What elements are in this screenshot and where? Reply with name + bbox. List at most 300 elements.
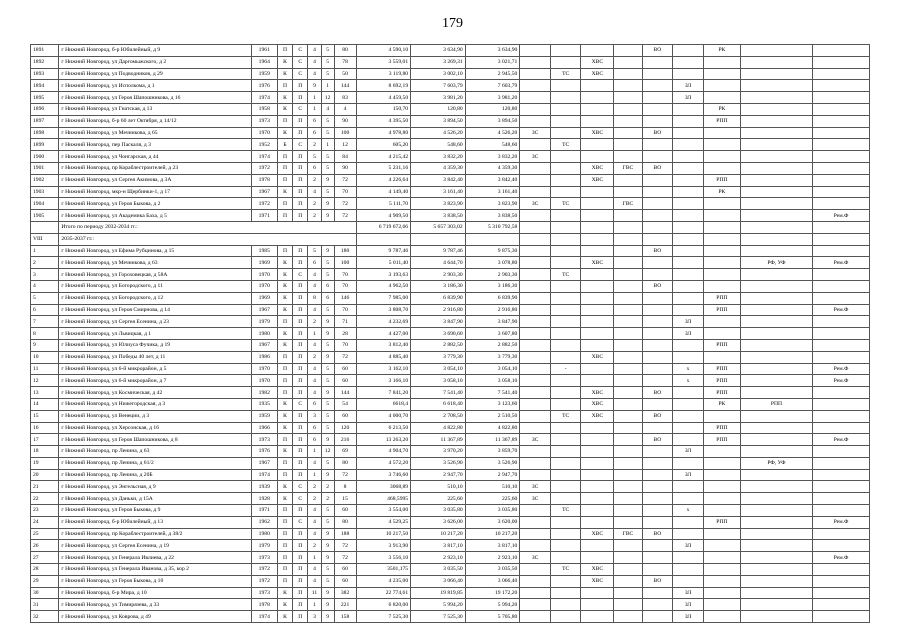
table-cell: 5 bbox=[321, 363, 334, 375]
table-cell: 70 bbox=[334, 269, 356, 281]
table-cell bbox=[614, 139, 642, 151]
table-cell bbox=[740, 516, 812, 528]
table-cell bbox=[740, 469, 812, 481]
table-cell bbox=[550, 446, 581, 458]
table-cell: П bbox=[293, 528, 308, 540]
table-cell: 2 bbox=[308, 493, 321, 505]
table-cell: Рем.Ф bbox=[813, 552, 870, 564]
table-cell bbox=[581, 80, 614, 92]
table-cell: 3 823,90 bbox=[411, 198, 466, 210]
table-cell: 4 526,20 bbox=[465, 127, 520, 139]
table-cell bbox=[703, 599, 740, 611]
table-cell: ЗЛ bbox=[673, 80, 704, 92]
table-cell bbox=[550, 80, 581, 92]
table-cell: г Нижний Новгород, ул Академика Баха, д 5 bbox=[59, 210, 251, 222]
table-cell: 150,70 bbox=[356, 103, 411, 115]
table-cell bbox=[520, 139, 551, 151]
table-cell bbox=[740, 422, 812, 434]
table-cell: ЗЛ bbox=[673, 446, 704, 458]
table-cell bbox=[642, 68, 673, 80]
table-cell: К bbox=[277, 304, 292, 316]
table-cell bbox=[673, 56, 704, 68]
table-cell: 3 832,20 bbox=[411, 151, 466, 163]
table-cell bbox=[740, 540, 812, 552]
table-cell: 548,60 bbox=[465, 139, 520, 151]
table-cell: 1973 bbox=[251, 587, 277, 599]
table-cell: 3 626,00 bbox=[411, 516, 466, 528]
table-cell bbox=[581, 292, 614, 304]
table-cell: г Нижний Новгород, ул Героя Быкова, д 9 bbox=[59, 505, 251, 517]
table-cell: 5 231,16 bbox=[356, 162, 411, 174]
table-cell: 13 263,20 bbox=[356, 434, 411, 446]
table-cell bbox=[550, 174, 581, 186]
table-cell: 1986 bbox=[251, 351, 277, 363]
table-row bbox=[31, 493, 870, 505]
table-cell bbox=[703, 457, 740, 469]
table-cell bbox=[813, 292, 870, 304]
table-cell: 6 839,90 bbox=[411, 292, 466, 304]
table-cell: 2 923,10 bbox=[465, 552, 520, 564]
table-cell: 1935 bbox=[251, 398, 277, 410]
table-cell bbox=[703, 493, 740, 505]
table-cell: 4 000,70 bbox=[356, 410, 411, 422]
table-cell: - bbox=[550, 363, 581, 375]
table-cell: 9 bbox=[321, 611, 334, 623]
table-cell: 4 bbox=[308, 339, 321, 351]
table-cell bbox=[740, 92, 812, 104]
table-cell bbox=[703, 575, 740, 587]
table-cell bbox=[614, 516, 642, 528]
table-cell: 8 bbox=[308, 292, 321, 304]
table-cell: П bbox=[277, 115, 292, 127]
table-cell bbox=[813, 233, 870, 245]
table-cell: 9 bbox=[321, 540, 334, 552]
table-cell bbox=[740, 316, 812, 328]
table-cell: ХВС bbox=[581, 68, 614, 80]
table-cell bbox=[550, 611, 581, 623]
table-cell: 1902 bbox=[31, 174, 59, 186]
table-row bbox=[31, 469, 870, 481]
table-cell: 10 bbox=[31, 351, 59, 363]
table-cell: К bbox=[277, 56, 292, 68]
table-cell: 23 bbox=[31, 505, 59, 517]
table-cell bbox=[520, 174, 551, 186]
table-cell: ЗС bbox=[520, 434, 551, 446]
table-cell: 9 bbox=[321, 328, 334, 340]
table-cell: Рем.Ф bbox=[813, 375, 870, 387]
table-cell bbox=[520, 564, 551, 576]
table-cell: 2 bbox=[308, 139, 321, 151]
table-cell bbox=[642, 174, 673, 186]
table-cell bbox=[581, 611, 614, 623]
table-cell: П bbox=[277, 564, 292, 576]
table-cell: 2 bbox=[321, 481, 334, 493]
table-cell: 5 bbox=[321, 505, 334, 517]
table-cell: 70 bbox=[334, 280, 356, 292]
table-cell bbox=[520, 575, 551, 587]
table-cell bbox=[520, 115, 551, 127]
table-cell: 144 bbox=[334, 387, 356, 399]
table-cell bbox=[642, 587, 673, 599]
table-cell bbox=[581, 45, 614, 57]
table-cell: г Нижний Новгород, ул Чонгарская, д 44 bbox=[59, 151, 251, 163]
table-cell: 6 bbox=[308, 422, 321, 434]
table-cell: 1899 bbox=[31, 139, 59, 151]
table-cell: 9 787,46 bbox=[356, 245, 411, 257]
table-cell bbox=[642, 316, 673, 328]
table-cell: г Нижний Новгород, ул Венеции, д 3 bbox=[59, 410, 251, 422]
table-cell: 22 bbox=[31, 493, 59, 505]
table-cell: 1973 bbox=[251, 434, 277, 446]
table-cell: г Нижний Новгород, ул Сергея Есенина, д 19 bbox=[59, 540, 251, 552]
table-cell: г Нижний Новгород, ул Победы 40 лет, д 11 bbox=[59, 351, 251, 363]
table-cell: РПП bbox=[703, 422, 740, 434]
table-cell: 468,5995 bbox=[356, 493, 411, 505]
table-cell bbox=[520, 611, 551, 623]
table-cell bbox=[813, 198, 870, 210]
table-cell: 5 994,20 bbox=[465, 599, 520, 611]
table-row bbox=[31, 351, 870, 363]
table-cell bbox=[550, 221, 581, 233]
table-cell bbox=[813, 564, 870, 576]
table-cell: 1974 bbox=[251, 151, 277, 163]
table-cell: 120 bbox=[334, 422, 356, 434]
table-cell bbox=[673, 198, 704, 210]
table-cell: 5 bbox=[321, 564, 334, 576]
table-cell bbox=[581, 151, 614, 163]
table-cell: 1 bbox=[308, 446, 321, 458]
table-cell: П bbox=[293, 257, 308, 269]
table-cell: ЗЛ bbox=[673, 328, 704, 340]
table-cell: ВО bbox=[642, 387, 673, 399]
table-cell bbox=[581, 210, 614, 222]
table-cell bbox=[813, 56, 870, 68]
table-cell: 6618,4 bbox=[356, 398, 411, 410]
table-cell bbox=[740, 45, 812, 57]
table-row bbox=[31, 103, 870, 115]
table-cell bbox=[673, 103, 704, 115]
table-cell: 1 bbox=[308, 92, 321, 104]
table-cell bbox=[813, 611, 870, 623]
table-cell: 1895 bbox=[31, 92, 59, 104]
table-cell: 7 985,00 bbox=[356, 292, 411, 304]
table-cell: г Нижний Новгород, ул Коврова, д 49 bbox=[59, 611, 251, 623]
table-row bbox=[31, 446, 870, 458]
table-cell bbox=[581, 375, 614, 387]
table-cell: 3 bbox=[308, 611, 321, 623]
table-cell bbox=[740, 103, 812, 115]
table-cell: 5 bbox=[321, 516, 334, 528]
table-cell: 72 bbox=[334, 198, 356, 210]
table-cell bbox=[740, 611, 812, 623]
table-cell: 1971 bbox=[251, 210, 277, 222]
table-cell: ГВС bbox=[614, 528, 642, 540]
table-cell bbox=[813, 587, 870, 599]
table-cell: г Нижний Новгород, ул Подводников, д 29 bbox=[59, 68, 251, 80]
table-cell: П bbox=[277, 505, 292, 517]
table-cell: К bbox=[277, 68, 292, 80]
table-cell: 1893 bbox=[31, 68, 59, 80]
table-cell: 4 226,64 bbox=[356, 174, 411, 186]
table-cell: г Нижний Новгород, ул Ефима Рубцинова, д 15 bbox=[59, 245, 251, 257]
table-cell: П bbox=[293, 328, 308, 340]
table-cell: г Нижний Новгород, ул Богородского, д 12 bbox=[59, 292, 251, 304]
table-cell: г Нижний Новгород, ул Тимирязева, д 33 bbox=[59, 599, 251, 611]
table-cell: 1970 bbox=[251, 280, 277, 292]
table-cell: 5 bbox=[321, 375, 334, 387]
table-cell: 2 bbox=[308, 210, 321, 222]
table-cell: 72 bbox=[334, 469, 356, 481]
table-cell bbox=[740, 151, 812, 163]
table-cell bbox=[642, 328, 673, 340]
table-cell: 5 657 303,02 bbox=[411, 221, 466, 233]
table-cell: ХВС bbox=[581, 351, 614, 363]
table-cell: 4 232,69 bbox=[356, 316, 411, 328]
table-cell: х bbox=[673, 375, 704, 387]
table-cell: 3 526,90 bbox=[465, 457, 520, 469]
table-cell: С bbox=[293, 398, 308, 410]
table-cell bbox=[642, 115, 673, 127]
table-cell: 382 bbox=[334, 587, 356, 599]
table-cell: 7 603,79 bbox=[465, 80, 520, 92]
table-cell bbox=[614, 422, 642, 434]
table-cell: П bbox=[293, 422, 308, 434]
table-cell: ЗС bbox=[520, 127, 551, 139]
table-cell: 3 913,90 bbox=[356, 540, 411, 552]
table-cell: Рем.Ф bbox=[813, 363, 870, 375]
section-header-row bbox=[31, 233, 870, 245]
table-cell: К bbox=[277, 103, 292, 115]
table-cell bbox=[520, 410, 551, 422]
table-cell: 6 820,00 bbox=[356, 599, 411, 611]
table-cell bbox=[703, 351, 740, 363]
table-cell bbox=[614, 575, 642, 587]
table-cell bbox=[703, 328, 740, 340]
table-cell: РПП bbox=[703, 434, 740, 446]
table-row bbox=[31, 339, 870, 351]
table-cell bbox=[614, 221, 642, 233]
table-cell bbox=[614, 481, 642, 493]
table-cell bbox=[673, 68, 704, 80]
table-cell: 3 808,70 bbox=[356, 304, 411, 316]
table-cell bbox=[813, 127, 870, 139]
table-cell bbox=[813, 221, 870, 233]
table-cell: П bbox=[277, 351, 292, 363]
table-cell: 3 779,30 bbox=[465, 351, 520, 363]
table-cell bbox=[813, 328, 870, 340]
table-cell: 3 607,80 bbox=[465, 328, 520, 340]
table-cell: 1928 bbox=[251, 493, 277, 505]
table-cell: 3 021,71 bbox=[465, 56, 520, 68]
table-cell bbox=[813, 575, 870, 587]
table-cell: 2 882,50 bbox=[411, 339, 466, 351]
table-cell: 2 bbox=[308, 351, 321, 363]
table-cell: 1 bbox=[321, 80, 334, 92]
table-cell: 21 bbox=[31, 481, 59, 493]
table-cell bbox=[740, 434, 812, 446]
table-cell: РПП bbox=[703, 115, 740, 127]
table-cell bbox=[740, 493, 812, 505]
table-cell: 3 078,80 bbox=[465, 257, 520, 269]
table-cell: 17 bbox=[31, 434, 59, 446]
table-cell: П bbox=[277, 575, 292, 587]
table-cell: 9 bbox=[321, 434, 334, 446]
table-cell bbox=[642, 186, 673, 198]
table-cell bbox=[703, 587, 740, 599]
table-cell: VIII bbox=[31, 233, 59, 245]
table-cell: 3 817,10 bbox=[411, 540, 466, 552]
table-cell bbox=[550, 127, 581, 139]
table-cell: 5 705,80 bbox=[465, 611, 520, 623]
table-cell: г Нижний Новгород, пр Кораблестроителей, д 38/2 bbox=[59, 528, 251, 540]
table-cell: 4 359,30 bbox=[465, 162, 520, 174]
table-cell bbox=[581, 540, 614, 552]
table-cell: 3 161,40 bbox=[465, 186, 520, 198]
table-cell: П bbox=[293, 552, 308, 564]
table-cell bbox=[550, 552, 581, 564]
table-cell: ВО bbox=[642, 162, 673, 174]
table-cell: г Нижний Новгород, ул Героя Шапошникова, д 8 bbox=[59, 434, 251, 446]
table-cell: 1967 bbox=[251, 304, 277, 316]
table-cell bbox=[614, 127, 642, 139]
table-cell bbox=[614, 245, 642, 257]
table-cell: 1 bbox=[321, 139, 334, 151]
table-cell bbox=[550, 245, 581, 257]
table-cell bbox=[550, 151, 581, 163]
table-cell: РПП bbox=[703, 387, 740, 399]
table-cell: г Нижний Новгород, ул Богородского, д 11 bbox=[59, 280, 251, 292]
table-cell bbox=[673, 564, 704, 576]
table-cell bbox=[813, 151, 870, 163]
table-cell: 1901 bbox=[31, 162, 59, 174]
table-cell: 3 035,80 bbox=[465, 505, 520, 517]
table-cell: 3 186,30 bbox=[465, 280, 520, 292]
table-cell bbox=[740, 599, 812, 611]
table-cell bbox=[740, 127, 812, 139]
table-cell: 5 310 792,58 bbox=[465, 221, 520, 233]
table-cell: 1971 bbox=[251, 505, 277, 517]
table-cell: 3 812,40 bbox=[356, 339, 411, 351]
table-cell bbox=[642, 351, 673, 363]
table-cell: 5 011,40 bbox=[356, 257, 411, 269]
table-row bbox=[31, 611, 870, 623]
table-cell: П bbox=[277, 552, 292, 564]
table-cell: г Нижний Новгород, пр Кораблестроителей, д 23 bbox=[59, 162, 251, 174]
table-cell: РПП bbox=[703, 304, 740, 316]
table-cell: 5 bbox=[321, 186, 334, 198]
table-cell: 12 bbox=[31, 375, 59, 387]
housing-registry-table bbox=[30, 44, 870, 623]
table-cell bbox=[550, 103, 581, 115]
table-cell bbox=[703, 540, 740, 552]
table-cell: 4 909,50 bbox=[356, 210, 411, 222]
table-cell: 3 970,20 bbox=[411, 446, 466, 458]
table-cell bbox=[642, 198, 673, 210]
table-cell: 1970 bbox=[251, 363, 277, 375]
table-cell bbox=[581, 280, 614, 292]
table-cell: 6 719 672,66 bbox=[356, 221, 411, 233]
table-cell: ЗС bbox=[520, 552, 551, 564]
table-cell: 221 bbox=[334, 599, 356, 611]
table-cell bbox=[550, 434, 581, 446]
table-cell: С bbox=[293, 56, 308, 68]
table-cell: 15 bbox=[334, 493, 356, 505]
table-cell bbox=[740, 375, 812, 387]
table-cell bbox=[642, 599, 673, 611]
table-cell: П bbox=[277, 457, 292, 469]
table-cell bbox=[642, 552, 673, 564]
table-cell: ТС bbox=[550, 505, 581, 517]
table-cell bbox=[465, 233, 520, 245]
table-cell bbox=[614, 328, 642, 340]
table-cell: х bbox=[673, 363, 704, 375]
table-cell bbox=[520, 505, 551, 517]
period-total-row bbox=[31, 221, 870, 233]
table-cell: 4 bbox=[308, 564, 321, 576]
table-cell bbox=[614, 351, 642, 363]
table-cell bbox=[740, 304, 812, 316]
table-cell bbox=[614, 505, 642, 517]
table-cell bbox=[740, 186, 812, 198]
table-cell bbox=[703, 210, 740, 222]
table-cell: 69 bbox=[334, 446, 356, 458]
table-cell bbox=[642, 233, 673, 245]
table-cell: 4 572,20 bbox=[356, 457, 411, 469]
table-cell: ХВС bbox=[581, 564, 614, 576]
table-cell bbox=[550, 304, 581, 316]
table-cell bbox=[642, 139, 673, 151]
table-cell: 1897 bbox=[31, 115, 59, 127]
table-cell bbox=[581, 363, 614, 375]
table-cell: 9 bbox=[321, 528, 334, 540]
table-cell bbox=[673, 387, 704, 399]
table-cell: РФ, УФ bbox=[740, 457, 812, 469]
table-cell bbox=[642, 375, 673, 387]
table-cell bbox=[550, 540, 581, 552]
table-cell: 72 bbox=[334, 540, 356, 552]
table-cell: 8 692,19 bbox=[356, 80, 411, 92]
table-cell: 510,10 bbox=[411, 481, 466, 493]
table-cell: г Нижний Новгород, ул Сергея Есенина, д 23 bbox=[59, 316, 251, 328]
table-cell bbox=[581, 316, 614, 328]
table-cell bbox=[520, 221, 551, 233]
table-cell: 4 215,42 bbox=[356, 151, 411, 163]
table-cell bbox=[550, 457, 581, 469]
table-cell bbox=[740, 292, 812, 304]
table-cell: 1972 bbox=[251, 198, 277, 210]
table-cell: 5 bbox=[321, 398, 334, 410]
table-cell: П bbox=[293, 186, 308, 198]
table-cell: 3 bbox=[31, 269, 59, 281]
table-cell: 4 459,50 bbox=[356, 92, 411, 104]
table-cell: РПП bbox=[703, 363, 740, 375]
table-cell: 4 427,00 bbox=[356, 328, 411, 340]
table-cell: 2 bbox=[308, 198, 321, 210]
table-cell: 1979 bbox=[251, 316, 277, 328]
table-cell bbox=[614, 469, 642, 481]
table-cell bbox=[673, 210, 704, 222]
table-cell bbox=[703, 221, 740, 233]
table-cell bbox=[813, 493, 870, 505]
table-cell: 510,10 bbox=[465, 481, 520, 493]
table-cell bbox=[703, 446, 740, 458]
table-cell: 9 bbox=[321, 174, 334, 186]
table-cell bbox=[550, 233, 581, 245]
table-cell bbox=[740, 80, 812, 92]
table-cell: 3 035,80 bbox=[411, 505, 466, 517]
table-cell bbox=[614, 56, 642, 68]
table-cell bbox=[740, 387, 812, 399]
